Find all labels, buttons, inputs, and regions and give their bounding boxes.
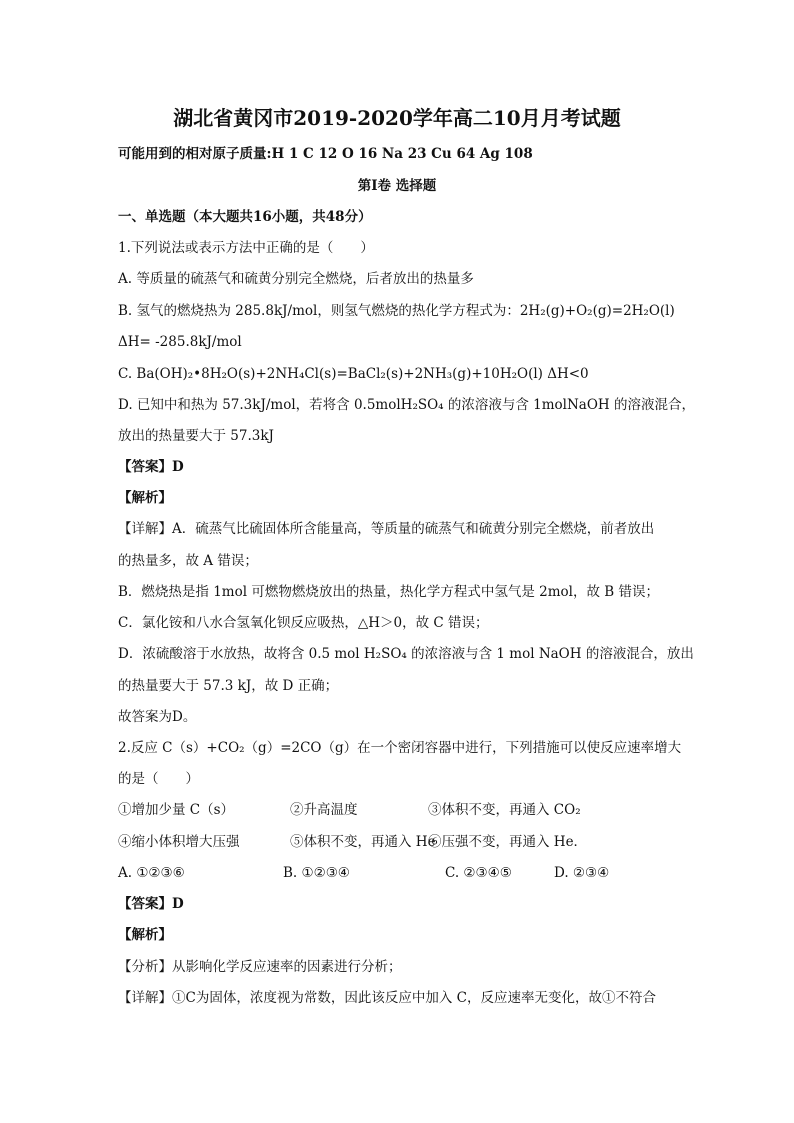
q1-stem: 1.下列说法或表示方法中正确的是（ ）: [118, 240, 374, 256]
q2-option-d: D. ②③④: [554, 865, 610, 881]
q1-option-d-line1: D. 已知中和热为 57.3kJ/mol，若将含 0.5molH₂SO₄ 的浓溶液与含 1molNaOH 的溶液混合，: [118, 397, 695, 413]
page-title: 湖北省黄冈市2019-2020学年高二10月月考试题: [173, 106, 621, 130]
q2-option-a: A. ①②③⑥: [118, 865, 185, 881]
q1-detail-6: 的热量要大于 57.3 kJ，故 D 正确；: [118, 678, 339, 694]
q2-analysis: 【解析】: [118, 927, 172, 943]
q1-option-b: [118, 302, 678, 320]
q2-measure-1: ①增加少量 C（s）: [118, 802, 235, 818]
q1-analysis: 【解析】: [118, 490, 172, 506]
section-title: 一、单选题（本大题共16小题，共48分）: [118, 209, 372, 225]
q1-detail-2: 的热量多，故 A 错误；: [118, 553, 258, 569]
q2-detail-1: 【详解】①C为固体，浓度视为常数，因此该反应中加入 C，反应速率无变化，故①不符合: [118, 990, 656, 1006]
atomic-masses: 可能用到的相对原子质量:H 1 C 12 O 16 Na 23 Cu 64 Ag 108: [118, 146, 533, 162]
q2-option-b: B. ①②③④: [283, 865, 350, 881]
q1-detail-3: B．燃烧热是指 1mol 可燃物燃烧放出的热量，热化学方程式中氢气是 2mol，故 B 错误；: [118, 584, 659, 600]
q2-stem-line2: 的是（ ）: [118, 771, 199, 787]
q2-measure-4: ④缩小体积增大压强: [118, 834, 240, 850]
q1-option-b-dh: ΔH= -285.8kJ/mol: [118, 334, 242, 350]
q1-option-c: C. Ba(OH)₂•8H₂O(s)+2NH₄Cl(s)=BaCl₂(s)+2NH₃(g)+10H₂O(l) ΔH<0: [118, 366, 589, 382]
q2-answer: 【答案】D: [118, 896, 184, 912]
q2-option-c: C. ②③④⑤: [445, 865, 512, 881]
q1-option-d-line2: 放出的热量要大于 57.3kJ: [118, 428, 274, 444]
q2-measure-2: ②升高温度: [290, 802, 358, 818]
q2-measure-6: ⑥压强不变，再通入 He．: [428, 834, 588, 850]
q2-fenxi: 【分析】从影响化学反应速率的因素进行分析；: [118, 959, 402, 975]
q1-detail-1: 【详解】A．硫蒸气比硫固体所含能量高，等质量的硫蒸气和硫黄分别完全燃烧，前者放出: [118, 521, 655, 537]
q1-option-b-equation: 2H₂(g)+O₂(g)=2H₂O(l): [519, 303, 675, 319]
part-title: 第Ⅰ卷 选择题: [357, 178, 437, 194]
q2-measure-5: ⑤体积不变，再通入 He: [290, 834, 436, 850]
q1-detail-5: D．浓硫酸溶于水放热，故将含 0.5 mol H₂SO₄ 的浓溶液与含 1 mol NaOH 的溶液混合，放出: [118, 646, 694, 662]
q1-answer: 【答案】D: [118, 459, 184, 475]
q2-stem-line1: 2.反应 C（s）+CO₂（g）=2CO（g）在一个密闭容器中进行，下列措施可以使反应速率增大: [118, 740, 682, 756]
q1-option-b-text: B. 氢气的燃烧热为 285.8kJ/mol，则氢气燃烧的热化学方程式为：: [118, 303, 520, 319]
q1-conclusion: 故答案为D。: [118, 709, 197, 725]
q1-detail-4: C．氯化铵和八水合氢氧化钡反应吸热，△H＞0，故 C 错误；: [118, 615, 489, 631]
q1-option-a: A. 等质量的硫蒸气和硫黄分别完全燃烧，后者放出的热量多: [118, 271, 474, 287]
q2-measure-3: ③体积不变，再通入 CO₂: [428, 802, 581, 818]
